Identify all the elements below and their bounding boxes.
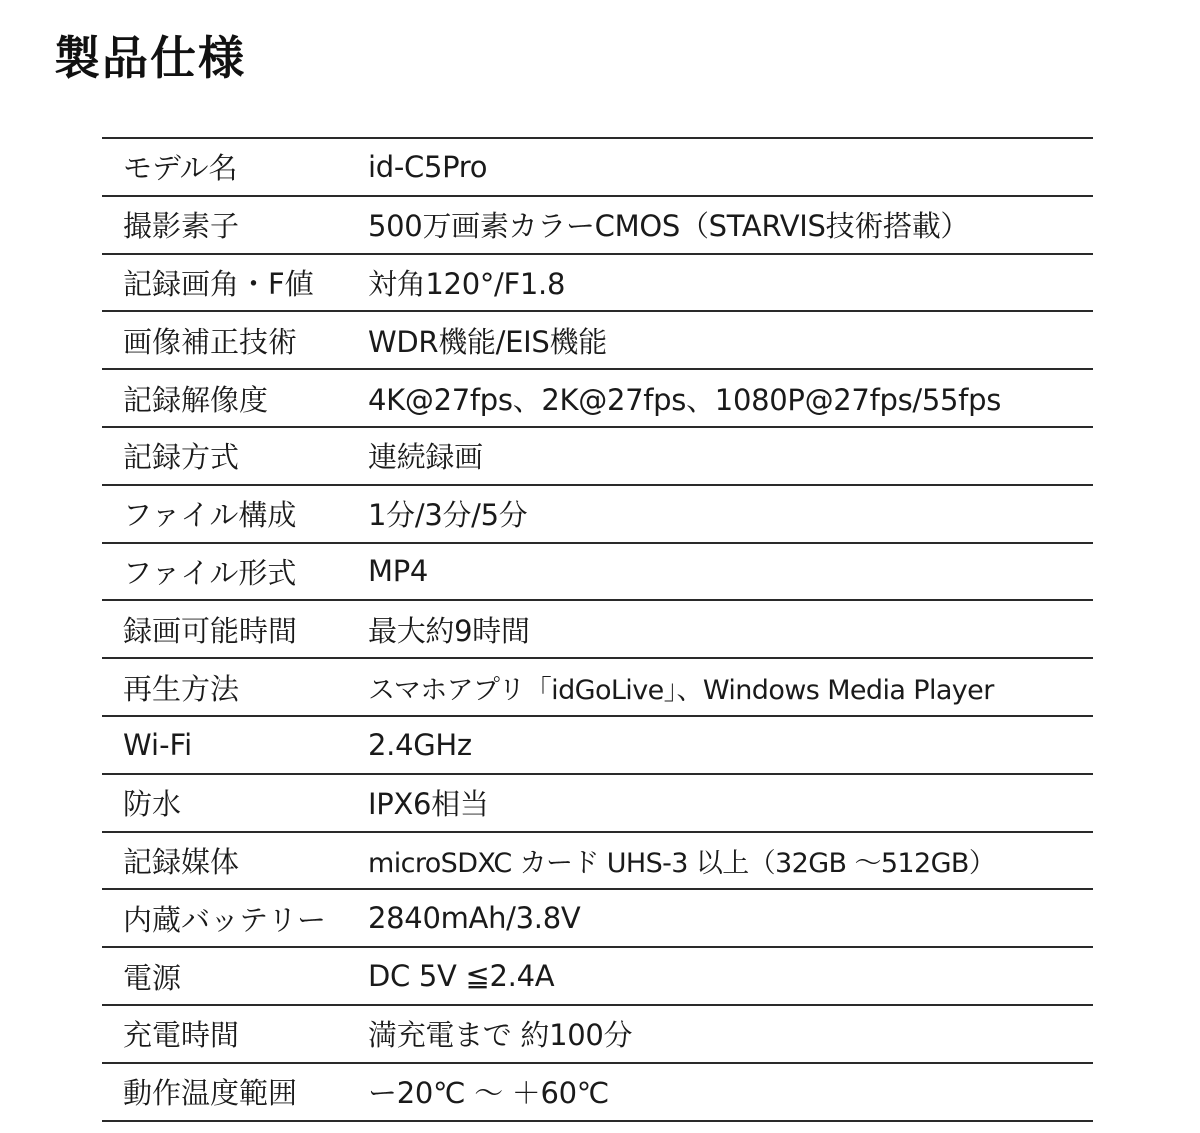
spec-label: 記録解像度 (123, 382, 269, 417)
spec-label: 内蔵バッテリー (123, 902, 327, 937)
spec-label: 画像補正技術 (123, 324, 298, 359)
spec-label: 充電時間 (123, 1018, 240, 1053)
spec-value: DC 5V ≦2.4A (368, 959, 555, 994)
spec-value: 2.4GHz (368, 727, 472, 762)
spec-label: Wi-Fi (123, 727, 193, 762)
spec-table (102, 137, 1093, 1122)
spec-row-charging-time (102, 1006, 1093, 1064)
spec-label: 記録画角・F値 (123, 266, 314, 301)
spec-label: 録画可能時間 (123, 613, 298, 648)
spec-value: 1分/3分/5分 (368, 498, 528, 533)
spec-row-playback (102, 659, 1093, 717)
spec-label: 防水 (123, 787, 182, 822)
spec-row-resolution (102, 370, 1093, 428)
spec-value: microSDXC カード UHS-3 以上（32GB ～512GB） (368, 847, 996, 879)
spec-value: スマホアプリ「idGoLive」、Windows Media Player (368, 674, 994, 706)
spec-row-image-correction (102, 312, 1093, 370)
spec-value: 2840mAh/3.8V (368, 901, 581, 936)
spec-row-recording-time (102, 601, 1093, 659)
spec-row-view-angle (102, 255, 1093, 313)
spec-value: MP4 (368, 554, 429, 589)
spec-row-file-format (102, 544, 1093, 602)
spec-row-recording-method (102, 428, 1093, 486)
spec-value: WDR機能/EIS機能 (368, 324, 607, 359)
spec-row-waterproof (102, 775, 1093, 833)
spec-label: モデル名 (123, 151, 238, 186)
spec-row-image-sensor (102, 197, 1093, 255)
spec-label: 撮影素子 (123, 209, 240, 244)
spec-row-storage-media (102, 833, 1093, 891)
spec-value: IPX6相当 (368, 787, 489, 822)
spec-value: 満充電まで 約100分 (368, 1018, 633, 1053)
spec-label: ファイル形式 (123, 555, 297, 590)
spec-value: 500万画素カラーCMOS（STARVIS技術搭載） (368, 209, 970, 244)
spec-label: 再生方法 (123, 671, 240, 706)
spec-row-battery (102, 890, 1093, 948)
spec-value: 最大約9時間 (368, 613, 530, 648)
spec-label: 記録方式 (123, 440, 240, 475)
page-title: 製品仕様 (54, 31, 246, 85)
spec-label: 記録媒体 (123, 844, 240, 879)
spec-value: 連続録画 (368, 440, 483, 475)
spec-row-model-name (102, 139, 1093, 197)
spec-row-power-supply (102, 948, 1093, 1006)
spec-value: ー20℃ ～ ＋60℃ (368, 1076, 610, 1111)
spec-label: 電源 (123, 960, 182, 995)
spec-value: 対角120°/F1.8 (368, 266, 566, 301)
spec-label: 動作温度範囲 (123, 1076, 298, 1111)
spec-row-operating-temperature (102, 1064, 1093, 1122)
spec-label: ファイル構成 (123, 498, 297, 533)
spec-value: 4K@27fps、2K@27fps、1080P@27fps/55fps (368, 382, 1002, 417)
spec-value: id-C5Pro (368, 149, 488, 184)
spec-row-file-structure (102, 486, 1093, 544)
spec-row-wifi (102, 717, 1093, 775)
